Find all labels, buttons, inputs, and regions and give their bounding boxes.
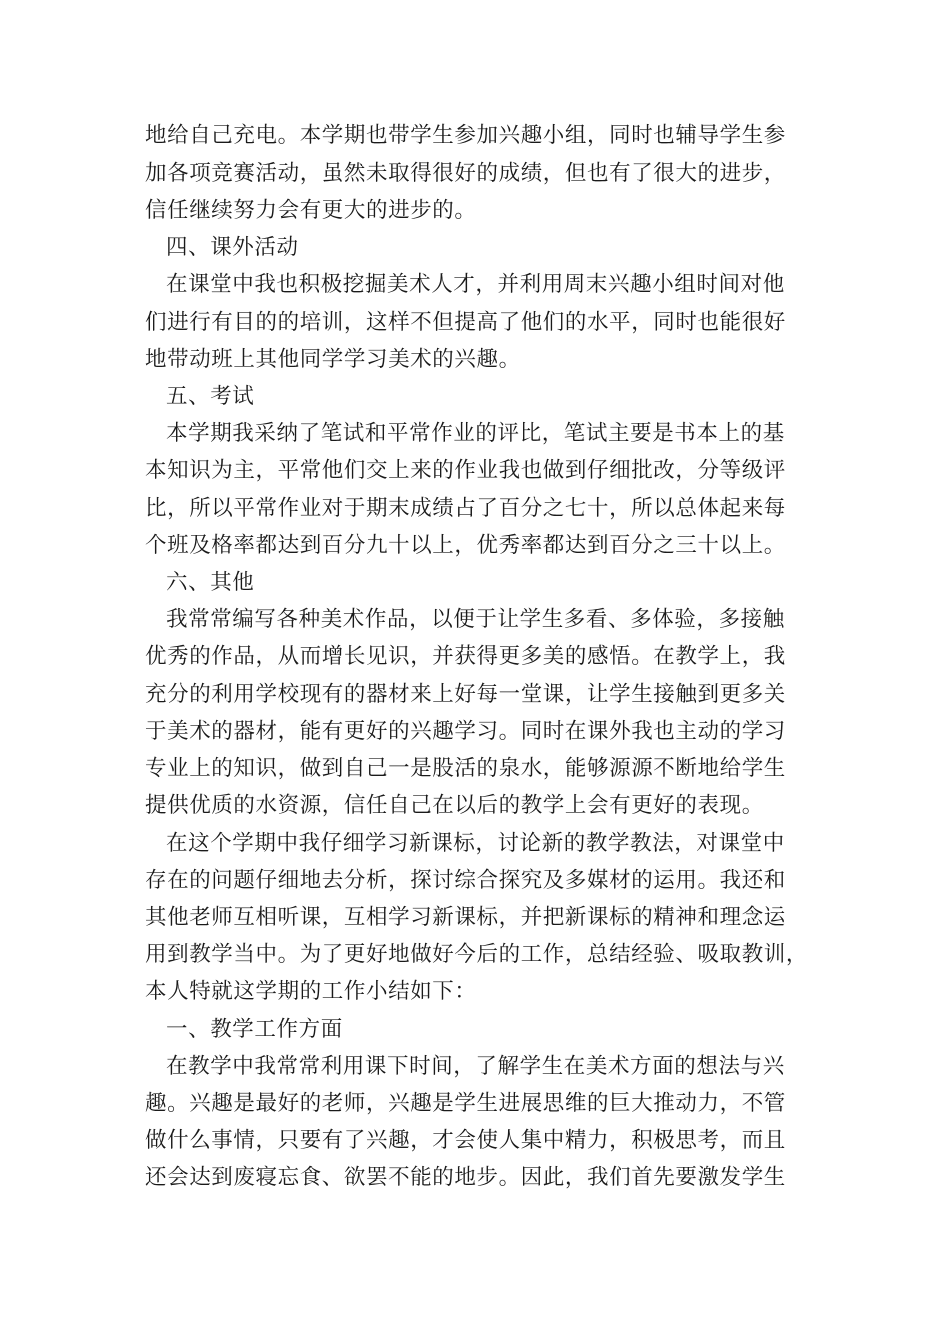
section-heading: 四、课外活动	[166, 235, 299, 260]
body-text-line: 地带动班上其他同学学习美术的兴趣。	[145, 347, 521, 372]
body-text-line: 在教学中我常常利用课下时间，了解学生在美术方面的想法与兴	[166, 1054, 785, 1079]
body-text-line: 优秀的作品，从而增长见识，并获得更多美的感悟。在教学上，我	[145, 644, 786, 669]
body-text-line: 做什么事情，只要有了兴趣，才会使人集中精力，积极思考，而且	[145, 1128, 786, 1153]
body-text-line: 存在的问题仔细地去分析，探讨综合探究及多媒材的运用。我还和	[145, 868, 786, 893]
body-text-line: 在课堂中我也积极挖掘美术人才，并利用周末兴趣小组时间对他	[166, 272, 785, 297]
body-text-line: 我常常编写各种美术作品，以便于让学生多看、多体验，多接触	[166, 607, 785, 632]
body-text-line: 本知识为主，平常他们交上来的作业我也做到仔细批改，分等级评	[145, 458, 786, 483]
body-text-line: 还会达到废寝忘食、欲罢不能的地步。因此，我们首先要激发学生	[145, 1165, 786, 1190]
section-heading: 五、考试	[166, 384, 255, 409]
body-text-line: 本人特就这学期的工作小结如下：	[145, 979, 477, 1004]
section-heading: 一、教学工作方面	[166, 1017, 343, 1042]
body-text-line: 充分的利用学校现有的器材来上好每一堂课，让学生接触到更多关	[145, 682, 786, 707]
body-text-line: 提供优质的水资源，信任自己在以后的教学上会有更好的表现。	[145, 793, 764, 818]
body-text-line: 地给自己充电。本学期也带学生参加兴趣小组，同时也辅导学生参	[145, 123, 786, 148]
body-text-line: 本学期我采纳了笔试和平常作业的评比，笔试主要是书本上的基	[166, 421, 785, 446]
body-text-line: 用到教学当中。为了更好地做好今后的工作，总结经验、吸取教训，	[145, 942, 809, 967]
body-text-line: 在这个学期中我仔细学习新课标，讨论新的教学教法，对课堂中	[166, 831, 785, 856]
body-text-line: 信任继续努力会有更大的进步的。	[145, 198, 477, 223]
body-text-line: 专业上的知识，做到自己一是股活的泉水，能够源源不断地给学生	[145, 756, 786, 781]
body-text-line: 个班及格率都达到百分九十以上，优秀率都达到百分之三十以上。	[145, 533, 786, 558]
section-heading: 六、其他	[166, 570, 255, 595]
body-text-line: 趣。兴趣是最好的老师，兴趣是学生进展思维的巨大推动力，不管	[145, 1091, 786, 1116]
body-text-line: 于美术的器材，能有更好的兴趣学习。同时在课外我也主动的学习	[145, 719, 786, 744]
body-text-line: 比，所以平常作业对于期末成绩占了百分之七十，所以总体起来每	[145, 496, 786, 521]
body-text-line: 加各项竞赛活动，虽然未取得很好的成绩，但也有了很大的进步，	[145, 161, 786, 186]
body-text-line: 们进行有目的的培训，这样不但提高了他们的水平，同时也能很好	[145, 310, 786, 335]
body-text-line: 其他老师互相听课，互相学习新课标，并把新课标的精神和理念运	[145, 905, 786, 930]
